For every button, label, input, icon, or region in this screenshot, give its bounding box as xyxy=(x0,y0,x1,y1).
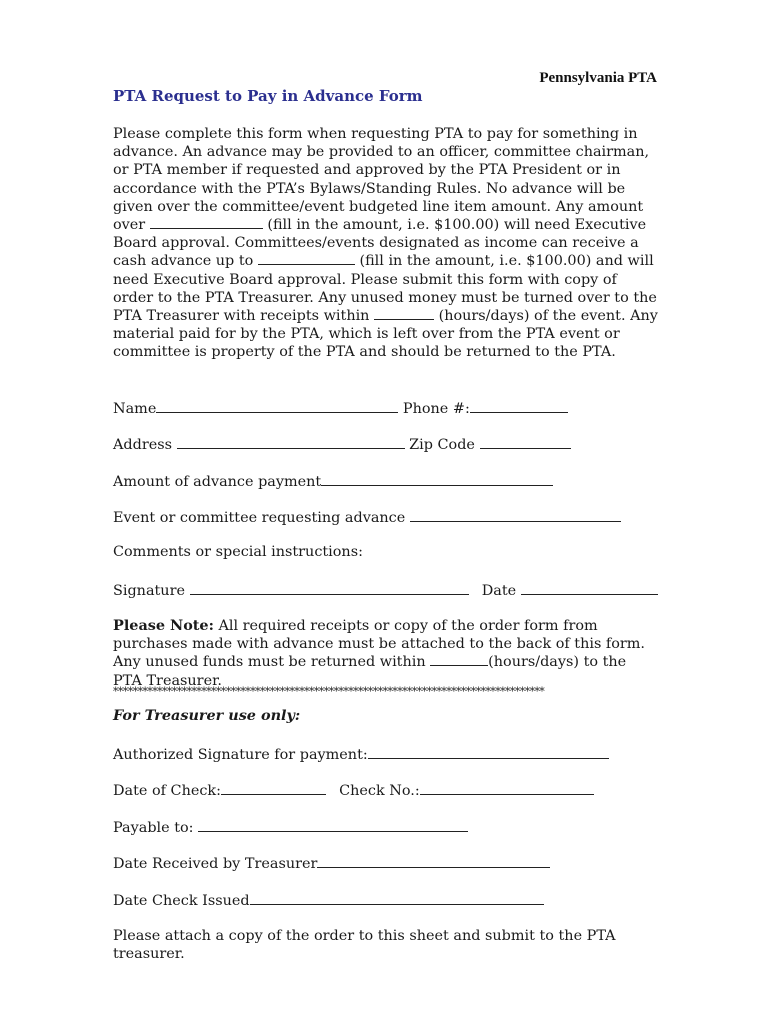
address-field[interactable] xyxy=(177,434,405,449)
check-row xyxy=(113,780,594,800)
date-received-field[interactable] xyxy=(317,853,550,868)
authorized-signature-field[interactable] xyxy=(368,744,609,759)
check-no-field[interactable] xyxy=(420,780,594,795)
comments-row xyxy=(113,543,363,561)
form-title: PTA Request to Pay in Advance Form xyxy=(113,87,423,105)
date-of-check-field[interactable] xyxy=(221,780,326,795)
event-field[interactable] xyxy=(410,507,621,522)
intro-text-2: (fill in the amount, i.e. $100.00) will need Executive Board approval. Committees/events designated as income can receive a cash advance up to xyxy=(113,217,647,270)
address-label: Address xyxy=(113,437,177,453)
authorized-signature-label: Authorized Signature for payment: xyxy=(113,747,368,763)
intro-paragraph xyxy=(113,125,658,362)
authorized-signature-row xyxy=(113,744,609,764)
payable-field[interactable] xyxy=(198,817,468,832)
comments-label: Comments or special instructions: xyxy=(113,544,363,560)
signature-field[interactable] xyxy=(190,580,469,595)
date-issued-row xyxy=(113,890,544,910)
max-amount-blank[interactable] xyxy=(150,216,263,229)
organization-name: Pennsylvania PTA xyxy=(539,70,657,86)
date-received-row xyxy=(113,853,550,873)
date-label: Date xyxy=(481,583,521,599)
asterisk-divider: **************************************************************************************** xyxy=(113,686,545,698)
name-label: Name xyxy=(113,401,157,417)
intro-text-3: (fill in the amount, i.e. $100.00) and will need Executive Board approval. Please submit this form with copy of order to the PTA Treasurer. Any unused money must be turned over to the PTA Treasurer with receipts within xyxy=(113,253,657,325)
address-row xyxy=(113,434,571,454)
cash-advance-blank[interactable] xyxy=(258,252,355,265)
intro-text-4: (hours/days) of the event. Any material paid for by the PTA, which is left over from the PTA event or committee is property of the PTA and should be returned to the PTA. xyxy=(113,308,658,361)
payable-row xyxy=(113,817,468,837)
treasurer-section-title: For Treasurer use only: xyxy=(113,707,301,724)
check-no-label: Check No.: xyxy=(339,783,420,799)
please-note-paragraph xyxy=(113,617,658,690)
amount-row xyxy=(113,471,553,491)
signature-label: Signature xyxy=(113,583,190,599)
payable-label: Payable to: xyxy=(113,820,199,836)
date-issued-label: Date Check Issued xyxy=(113,893,250,909)
name-field[interactable] xyxy=(156,398,398,413)
return-hours-blank[interactable] xyxy=(374,307,434,320)
zip-field[interactable] xyxy=(480,434,571,449)
event-label: Event or committee requesting advance xyxy=(113,510,410,526)
please-note-label: Please Note: xyxy=(113,617,214,634)
name-phone-row xyxy=(113,398,568,418)
intro-text-1: Please complete this form when requesting PTA to pay for something in advance. An advance may be provided to an officer, committee chairman, or PTA member if requested and approved by the PTA President or in accordance with the PTA’s Bylaws/Standing Rules. No advance will be given over the committee/event budgeted line item amount. Any amount over xyxy=(113,126,650,234)
date-issued-field[interactable] xyxy=(250,890,544,905)
date-of-check-label: Date of Check: xyxy=(113,783,221,799)
date-field[interactable] xyxy=(521,580,658,595)
note-hours-blank[interactable] xyxy=(430,653,488,666)
zip-label: Zip Code xyxy=(404,437,480,453)
amount-label: Amount of advance payment xyxy=(113,474,322,490)
date-received-label: Date Received by Treasurer xyxy=(113,856,318,872)
note-text-2: (hours/days) to the PTA Treasurer. xyxy=(113,654,627,689)
phone-label: Phone #: xyxy=(402,401,470,417)
phone-field[interactable] xyxy=(470,398,568,413)
note-text-1: All required receipts or copy of the order form from purchases made with advance must be attached to the back of this form. Any unused funds must be returned within xyxy=(113,618,646,671)
signature-row xyxy=(113,580,658,600)
event-row xyxy=(113,507,621,527)
closing-instructions: Please attach a copy of the order to this sheet and submit to the PTA treasurer. xyxy=(113,928,616,963)
amount-field[interactable] xyxy=(321,471,553,486)
